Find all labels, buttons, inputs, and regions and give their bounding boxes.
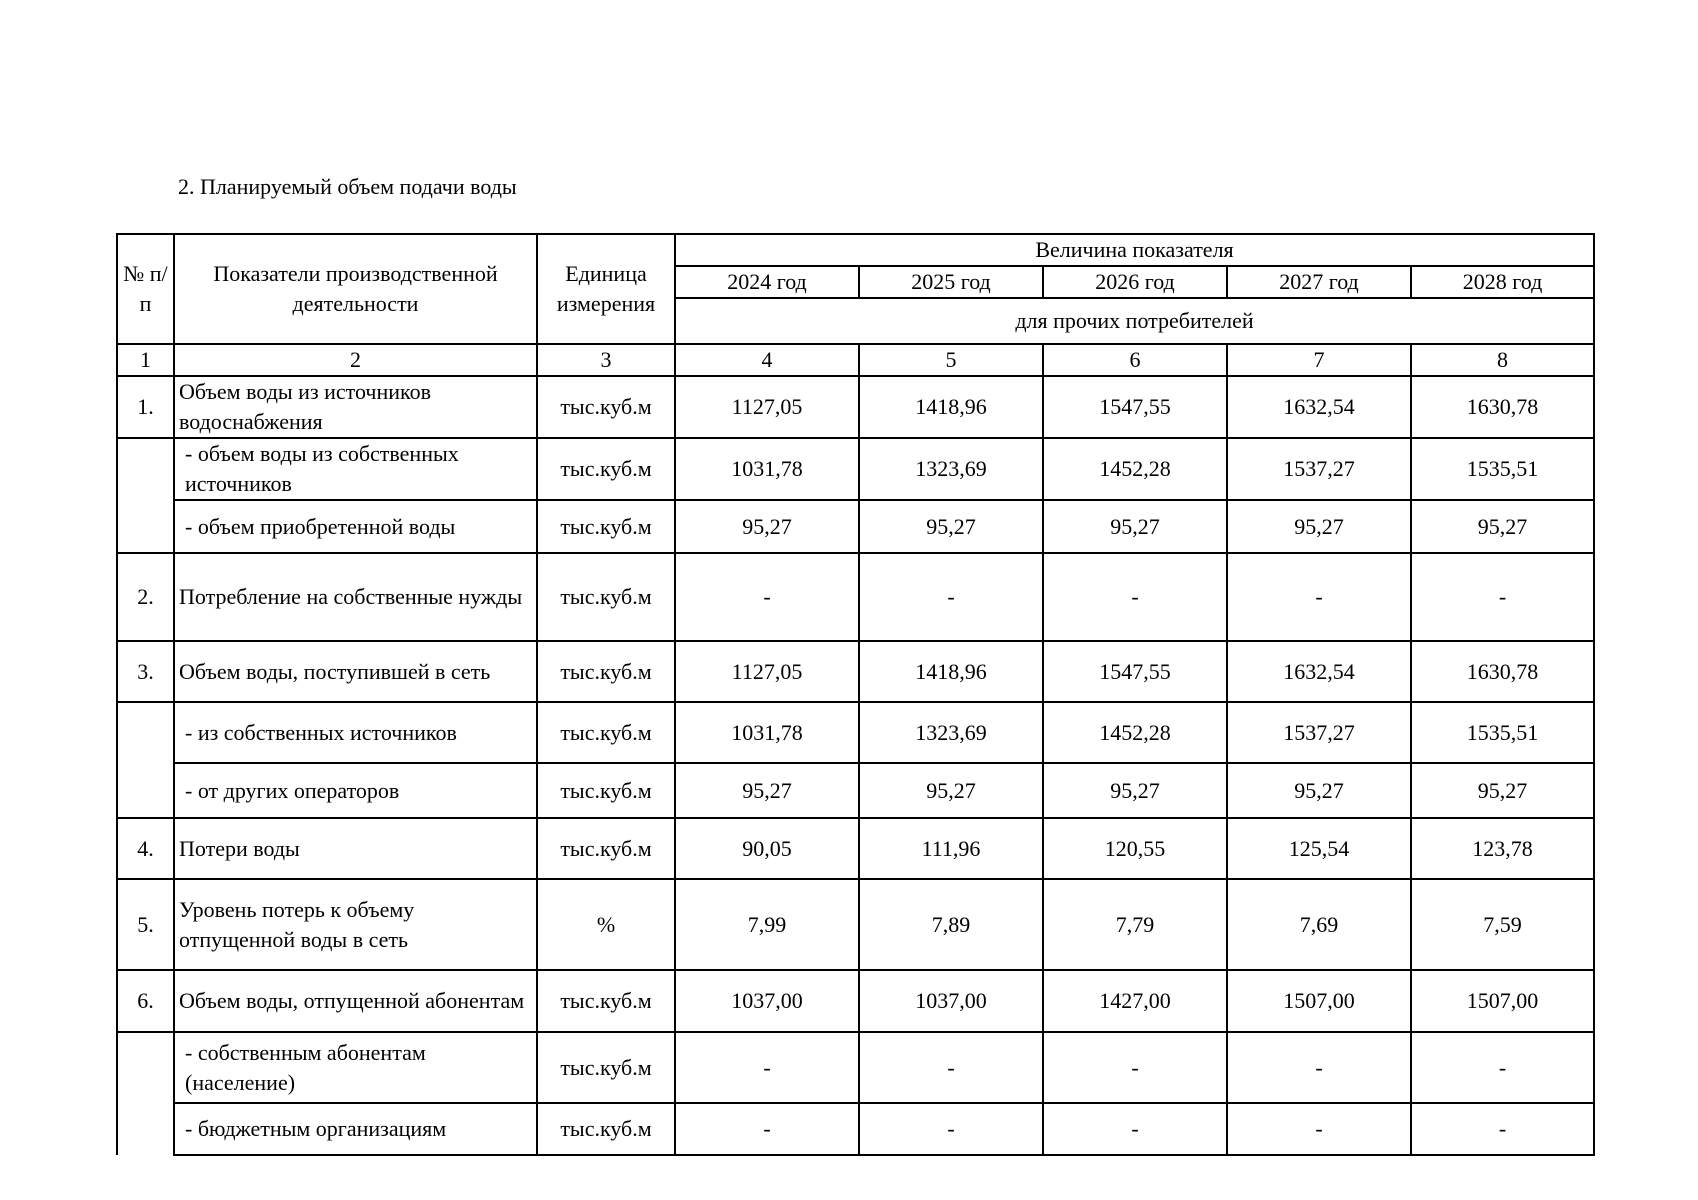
header-year: 2026 год — [1043, 266, 1227, 298]
row-value: 95,27 — [1043, 763, 1227, 818]
column-numbers-row — [117, 344, 1594, 376]
row-value: 1031,78 — [675, 438, 859, 500]
row-value: 7,99 — [675, 879, 859, 970]
header-year: 2025 год — [859, 266, 1043, 298]
row-label: Объем воды из источников водоснабжения — [174, 376, 537, 438]
row-value: 1323,69 — [859, 438, 1043, 500]
row-value: - — [1227, 553, 1411, 641]
row-value: 1507,00 — [1411, 970, 1594, 1032]
row-value: 1537,27 — [1227, 702, 1411, 763]
row-number — [117, 702, 174, 818]
table-row — [117, 553, 1594, 641]
row-value: 111,96 — [859, 818, 1043, 879]
row-value: 7,69 — [1227, 879, 1411, 970]
table-row — [117, 879, 1594, 970]
header-year: 2024 год — [675, 266, 859, 298]
row-value: 95,27 — [675, 763, 859, 818]
row-value: - — [859, 553, 1043, 641]
row-value: 95,27 — [675, 500, 859, 553]
row-value: 95,27 — [859, 763, 1043, 818]
row-number: 3. — [117, 641, 174, 702]
row-value: 1630,78 — [1411, 641, 1594, 702]
row-value: 7,59 — [1411, 879, 1594, 970]
row-number: 4. — [117, 818, 174, 879]
row-value: 1127,05 — [675, 641, 859, 702]
header-year: 2028 год — [1411, 266, 1594, 298]
row-unit: тыс.куб.м — [537, 641, 675, 702]
row-value: 95,27 — [1227, 500, 1411, 553]
header-indicator: Показатели производственной деятельности — [174, 234, 537, 344]
row-label: - от других операторов — [174, 763, 537, 818]
row-unit: тыс.куб.м — [537, 818, 675, 879]
table-row — [117, 702, 1594, 763]
row-value: - — [1411, 553, 1594, 641]
row-label: Объем воды, поступившей в сеть — [174, 641, 537, 702]
row-value: 1547,55 — [1043, 641, 1227, 702]
row-number: 1. — [117, 376, 174, 438]
table-row — [117, 376, 1594, 438]
row-value: 7,89 — [859, 879, 1043, 970]
row-value: 1452,28 — [1043, 438, 1227, 500]
column-number: 4 — [675, 344, 859, 376]
row-value: 123,78 — [1411, 818, 1594, 879]
table-row — [117, 500, 1594, 553]
row-value: 95,27 — [1411, 500, 1594, 553]
row-value: - — [1043, 1103, 1227, 1155]
row-value: 1418,96 — [859, 641, 1043, 702]
row-value: - — [675, 1032, 859, 1103]
row-unit: тыс.куб.м — [537, 763, 675, 818]
row-value: - — [859, 1032, 1043, 1103]
row-label: Потери воды — [174, 818, 537, 879]
row-value: 95,27 — [1043, 500, 1227, 553]
header-value-group: Величина показателя — [675, 234, 1594, 266]
row-value: 1507,00 — [1227, 970, 1411, 1032]
row-value: 1632,54 — [1227, 376, 1411, 438]
row-unit: тыс.куб.м — [537, 702, 675, 763]
header-row-group — [117, 234, 1594, 266]
row-unit: тыс.куб.м — [537, 500, 675, 553]
header-year: 2027 год — [1227, 266, 1411, 298]
row-unit: тыс.куб.м — [537, 438, 675, 500]
row-unit: % — [537, 879, 675, 970]
row-label: Потребление на собственные нужды — [174, 553, 537, 641]
row-value: 7,79 — [1043, 879, 1227, 970]
row-value: 1632,54 — [1227, 641, 1411, 702]
row-value: 1535,51 — [1411, 438, 1594, 500]
row-value: - — [859, 1103, 1043, 1155]
row-unit: тыс.куб.м — [537, 1032, 675, 1103]
row-label: - объем приобретенной воды — [174, 500, 537, 553]
row-label: - объем воды из собственных источников — [174, 438, 537, 500]
row-label: Объем воды, отпущенной абонентам — [174, 970, 537, 1032]
row-label: - бюджетным организациям — [174, 1103, 537, 1155]
water-supply-table — [116, 233, 1595, 1156]
row-value: 1547,55 — [1043, 376, 1227, 438]
column-number: 3 — [537, 344, 675, 376]
column-number: 8 — [1411, 344, 1594, 376]
page-title: 2. Планируемый объем подачи воды — [178, 174, 517, 199]
table-row — [117, 1032, 1594, 1103]
row-value: 95,27 — [1411, 763, 1594, 818]
row-number — [117, 438, 174, 553]
row-value: - — [1043, 1032, 1227, 1103]
row-number: 6. — [117, 970, 174, 1032]
row-value: - — [1411, 1032, 1594, 1103]
row-number: 2. — [117, 553, 174, 641]
row-value: 1127,05 — [675, 376, 859, 438]
column-number: 5 — [859, 344, 1043, 376]
row-number: 5. — [117, 879, 174, 970]
row-value: - — [1227, 1032, 1411, 1103]
column-number: 2 — [174, 344, 537, 376]
row-unit: тыс.куб.м — [537, 376, 675, 438]
row-value: 1427,00 — [1043, 970, 1227, 1032]
table-row — [117, 438, 1594, 500]
row-value: 1031,78 — [675, 702, 859, 763]
row-value: 125,54 — [1227, 818, 1411, 879]
row-value: 1323,69 — [859, 702, 1043, 763]
row-value: 1535,51 — [1411, 702, 1594, 763]
row-value: - — [1227, 1103, 1411, 1155]
row-label: - из собственных источников — [174, 702, 537, 763]
row-value: 1630,78 — [1411, 376, 1594, 438]
column-number: 1 — [117, 344, 174, 376]
table-row — [117, 818, 1594, 879]
column-number: 7 — [1227, 344, 1411, 376]
header-unit: Единица измерения — [537, 234, 675, 344]
row-unit: тыс.куб.м — [537, 553, 675, 641]
column-number: 6 — [1043, 344, 1227, 376]
header-consumers: для прочих потребителей — [675, 298, 1594, 344]
row-unit: тыс.куб.м — [537, 1103, 675, 1155]
table-row — [117, 1103, 1594, 1155]
table-row — [117, 641, 1594, 702]
row-number — [117, 1032, 174, 1155]
row-value: 90,05 — [675, 818, 859, 879]
row-value: 1452,28 — [1043, 702, 1227, 763]
row-value: 120,55 — [1043, 818, 1227, 879]
row-value: 1537,27 — [1227, 438, 1411, 500]
row-value: - — [1411, 1103, 1594, 1155]
header-num: № п/п — [117, 234, 174, 344]
table-row — [117, 763, 1594, 818]
row-value: - — [675, 1103, 859, 1155]
row-value: 1037,00 — [859, 970, 1043, 1032]
row-unit: тыс.куб.м — [537, 970, 675, 1032]
row-value: 1037,00 — [675, 970, 859, 1032]
table-row — [117, 970, 1594, 1032]
row-value: 95,27 — [859, 500, 1043, 553]
row-value: 95,27 — [1227, 763, 1411, 818]
row-value: - — [1043, 553, 1227, 641]
row-value: - — [675, 553, 859, 641]
row-label: - собственным абонентам (население) — [174, 1032, 537, 1103]
row-label: Уровень потерь к объему отпущенной воды в сеть — [174, 879, 537, 970]
row-value: 1418,96 — [859, 376, 1043, 438]
